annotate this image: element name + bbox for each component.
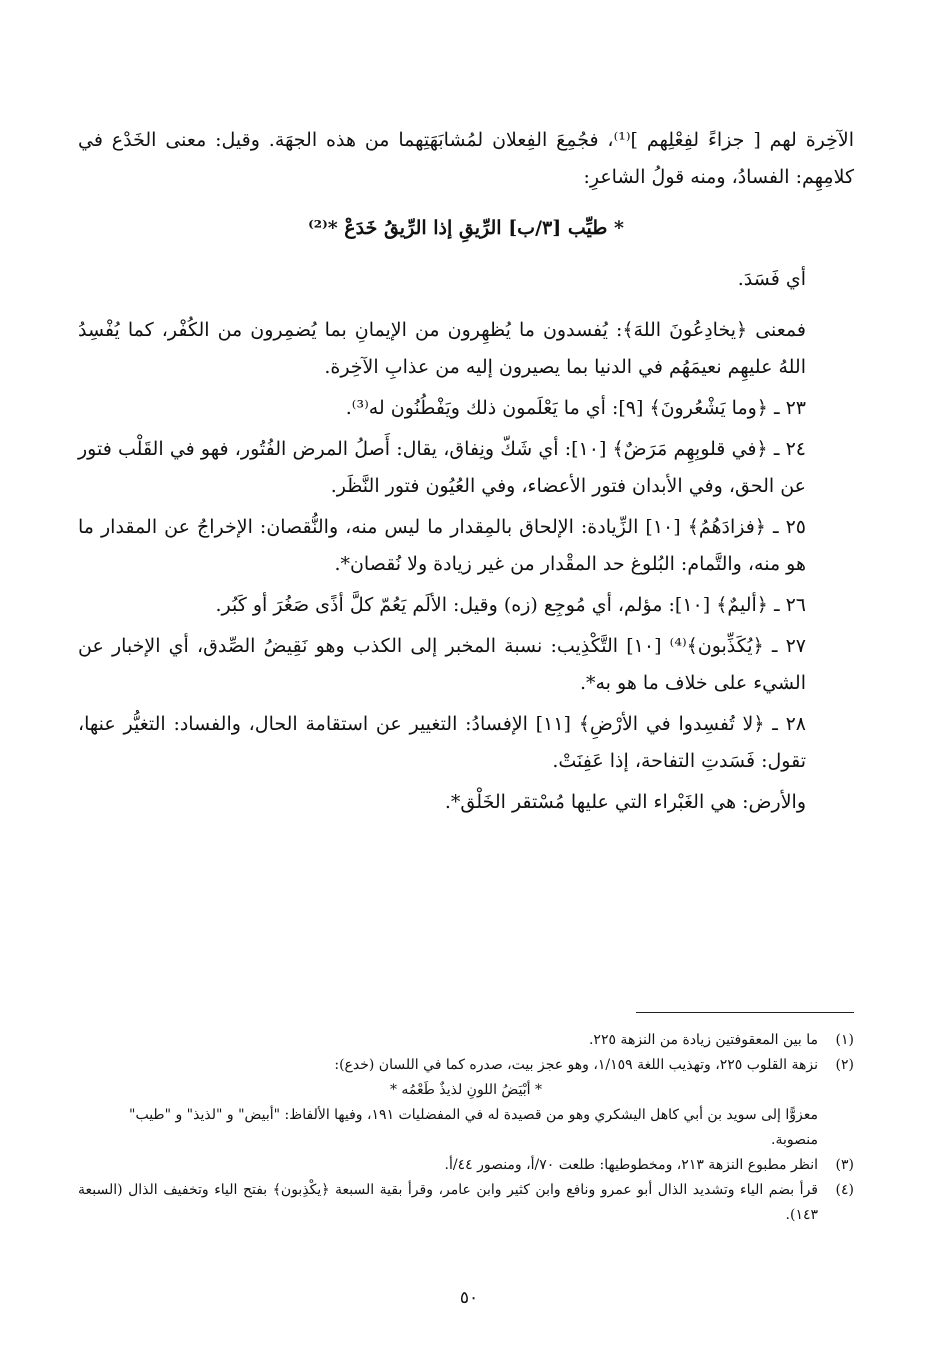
footnote-number: (١) [835,1032,854,1048]
footnote-2-verse: * أبْيَضُ اللونِ لذيذٌ طَعْمُه * [389,1082,543,1098]
main-text [78,122,854,825]
footnote-text: قرأ بضم الياء وتشديد الذال أبو عمرو ونافع وابن كثير وابن عامر، وقرأ بقية السبعة ﴿يكْذِبون﴾ بفتح الياء وتخفيف الذال (السبعة ١٤٣). [78,1182,818,1223]
entry-23: ٢٣ ـ ﴿وما يَشْعُرونَ﴾ [٩]: أي ما يَعْلَمون ذلك ويَفْطُنُون له⁽³⁾. [345,397,806,419]
poetry-verse: * طيِّب [٣/ب] الرِّيقِ إذا الرِّيقُ خَدَعْ *⁽²⁾ [308,217,624,239]
paragraph-yukhadiun: فمعنى ﴿يخادِعُونَ اللهَ﴾: يُفسدون ما يُظهِرون من الإيمانِ بما يُضمِرون من الكُفْر، كما يُفْسِدُ اللهُ عليهِم نعيمَهُم في الدنيا بما يصيرون إليه من عذابِ الآخِرة. [78,319,806,378]
footnotes [78,1028,854,1228]
footnote-3 [78,1153,854,1178]
footnote-4 [78,1178,854,1228]
footnote-number: (٢) [835,1057,854,1073]
footnote-number: (٣) [835,1157,854,1173]
footnote-text: نزهة القلوب ٢٢٥، وتهذيب اللغة ١/١٥٩، وهو عجز بيت، صدره كما في اللسان (خدع): [334,1057,818,1073]
paragraph-khada-meaning: الآخِرة لهم [ جزاءً لفِعْلِهم ]⁽¹⁾، فجُمِعَ الفِعلان لمُشابَهَتِهما من هذه الجهَة. وقيل: معنى الخَدْع في كلامِهِم: الفسادُ، ومنه قولُ الشاعرِ: [78,129,854,188]
entry-24: ٢٤ ـ ﴿في قلوبِهِم مَرَضٌ﴾ [١٠]: أي شَكّ ونِفاق، يقال: أَصلُ المرض الفُتُور، فهو في القَلْب فتور عن الحق، وفي الأبدان فتور الأعضاء، وفي العُيُون فتور النَّظَر. [78,438,806,497]
entry-26: ٢٦ ـ ﴿أليمٌ﴾ [١٠]: مؤلم، أي مُوجِع (زه) وقيل: الألَم يَعُمّ كلَّ أذًى صَغُرَ أو كَبُر. [215,594,806,616]
footnote-text: انظر مطبوع النزهة ٢١٣، ومخطوطيها: طلعت ٧٠/أ، ومنصور ٤٤/أ. [444,1157,818,1173]
footnote-2 [78,1053,854,1078]
footnote-number: (٤) [835,1182,854,1198]
entry-25: ٢٥ ـ ﴿فزادَهُمُ﴾ [١٠] الزِّيادة: الإلحاق بالمِقدار ما ليس منه، والنُّقصان: الإخراجُ عن المقدار ما هو منه، والتَّمام: البُلوغ حد المقْدار من غير زيادة ولا نُقصان*. [78,516,806,575]
footnote-2-continuation: معزوًّا إلى سويد بن أبي كاهل اليشكري وهو من قصيدة له في المفضليات ١٩١، وفيها الألفاظ: "أبيض" و "لذيذ" و "طيب" منصوبة. [129,1107,818,1148]
entry-28-ard: والأرض: هي الغَبْراء التي عليها مُسْتقر الخَلْق*. [444,791,806,813]
paragraph-fasad: أي فَسَدَ. [737,268,806,290]
page-number: ٥٠ [459,1288,479,1308]
entry-27: ٢٧ ـ ﴿يُكَذِّبون﴾⁽⁴⁾ [١٠] التَّكْذِيب: نسبة المخبر إلى الكذب وهو نَقِيضُ الصِّدق، أي الإخبار عن الشيء على خلاف ما هو به*. [78,635,807,694]
footnote-separator [636,1012,854,1013]
footnote-1 [78,1028,854,1053]
entry-28: ٢٨ ـ ﴿لا تُفسِدوا في الأرْضِ﴾ [١١] الإفسادُ: التغيير عن استقامة الحال، والفساد: التغيُّر عنها، تقول: فَسَدتِ التفاحة، إذا عَفِنَتْ. [78,713,807,772]
footnote-text: ما بين المعقوفتين زيادة من النزهة ٢٢٥. [588,1032,818,1048]
